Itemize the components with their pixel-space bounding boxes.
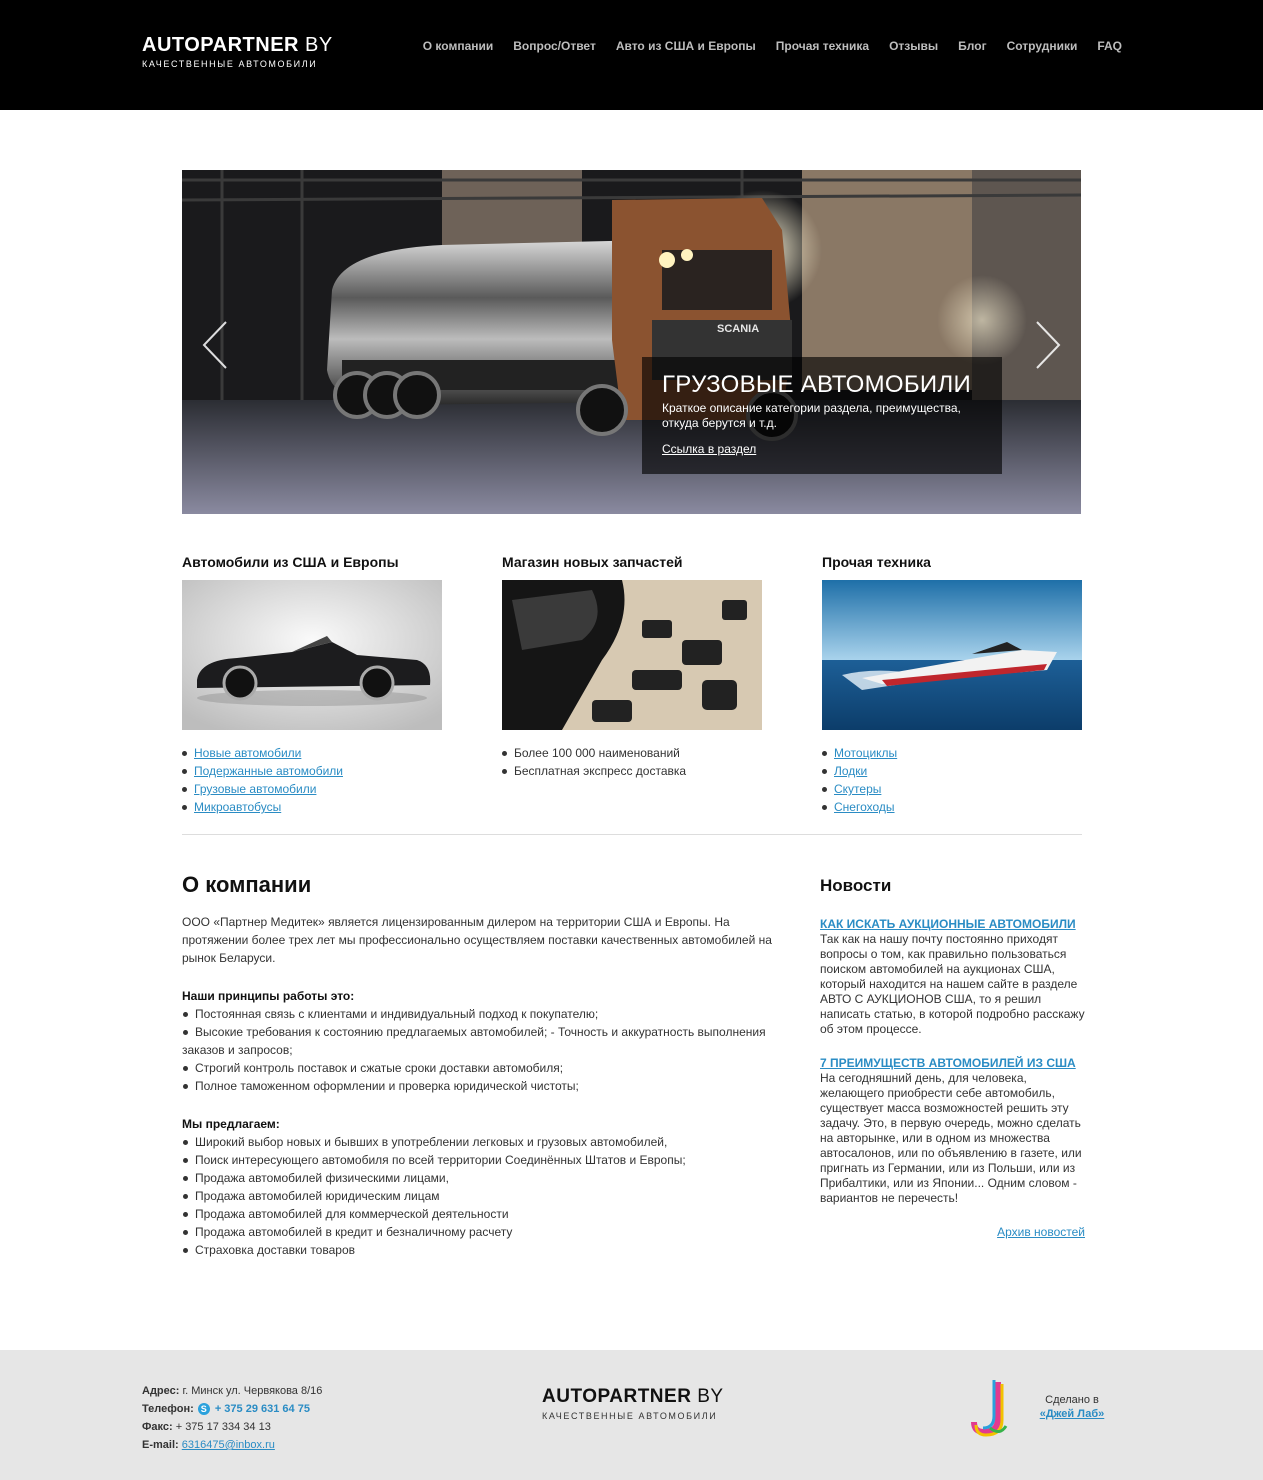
list-item: Страховка доставки товаров [182, 1241, 782, 1259]
free-delivery-text: Бесплатная экспресс доставка [514, 764, 687, 778]
news-item [820, 917, 1085, 1037]
list-item [822, 762, 1084, 780]
list-item: Широкий выбор новых и бывших в употреблении легковых и грузовых автомобилей, [182, 1133, 782, 1151]
offer-list [182, 1133, 782, 1259]
link-used-cars[interactable]: Подержанные автомобили [194, 764, 343, 778]
list-item [182, 762, 444, 780]
category-parts [502, 554, 764, 780]
section-divider [182, 834, 1082, 835]
news-title: Новости [820, 876, 892, 895]
list-item [502, 762, 764, 780]
category-other [822, 554, 1084, 816]
email-link[interactable]: 6316475@inbox.ru [181, 1439, 275, 1451]
slider-prev-arrow[interactable] [200, 320, 230, 370]
list-item: Продажа автомобилей юридическим лицам [182, 1187, 782, 1205]
nav-item-other-vehicles[interactable]: Прочая техника [775, 39, 870, 53]
nav-item-faq[interactable]: FAQ [1097, 39, 1122, 53]
hero-slider [182, 170, 1081, 514]
phone-number[interactable]: + 375 29 631 64 75 [214, 1403, 310, 1415]
address-row: Адрес: г. Минск ул. Червякова 8/16 [142, 1385, 323, 1397]
site-header [0, 0, 1263, 110]
list-item [822, 798, 1084, 816]
main-nav [423, 39, 1122, 53]
list-item [182, 744, 444, 762]
link-scooters[interactable]: Скутеры [834, 782, 882, 796]
link-new-cars[interactable]: Новые автомобили [194, 746, 302, 760]
email-row: E-mail: 6316475@inbox.ru [142, 1439, 275, 1451]
link-snowmobiles[interactable]: Снегоходы [834, 800, 895, 814]
about-intro: ООО «Партнер Медитек» является лицензированным дилером на территории США и Европы. На протяжении более трех лет мы профессионально осуществляем поставки качественных автомобилей на рынок Беларуси. [182, 915, 772, 965]
convertible-car-image[interactable] [182, 580, 442, 730]
made-by-block [970, 1378, 1110, 1438]
link-trucks[interactable]: Грузовые автомобили [194, 782, 317, 796]
list-item: Поиск интересующего автомобиля по всей территории Соединённых Штатов и Европы; [182, 1151, 782, 1169]
news-archive-link[interactable]: Архив новостей [997, 1225, 1085, 1239]
nav-item-blog[interactable]: Блог [958, 39, 987, 53]
list-item [822, 780, 1084, 798]
jey-lab-link[interactable]: «Джей Лаб» [1039, 1408, 1105, 1420]
category-title: Автомобили из США и Европы [182, 554, 399, 570]
phone-row: Телефон: S + 375 29 631 64 75 [142, 1403, 310, 1415]
site-logo[interactable] [142, 35, 333, 69]
about-section [182, 872, 782, 1259]
news-item [820, 1056, 1085, 1206]
list-item [182, 798, 444, 816]
news-item-text: На сегодняшний день, для человека, желающего приобрести себе автомобиль, существует масса возможностей решить эту задачу. Это, в первую очередь, можно сделать на авторынке, или в одном из множества автосалонов, или по объявлению в газете, или пригнать из Германии, или из Польши, или из Прибалтики, или из Японии... Одним словом - вариантов не перечесть! [820, 1071, 1082, 1205]
category-title: Прочая техника [822, 554, 931, 570]
list-item: Строгий контроль поставок и сжатые сроки доставки автомобиля; [182, 1059, 782, 1077]
speedboat-image[interactable] [822, 580, 1082, 730]
news-item-text: Так как на нашу почту постоянно приходят вопросы о том, как правильно пользоваться поиском автомобилей на аукционах США, который находится на нашем сайте в разделе АВТО С АУКЦИОНОВ США, то я решил написать статью, в которой подробно расскажу об этом процессе. [820, 932, 1085, 1036]
list-item [822, 744, 1084, 762]
logo-by-text: BY [298, 34, 333, 56]
list-item [502, 744, 764, 762]
site-footer [0, 1350, 1263, 1480]
news-item-title-link[interactable]: 7 ПРЕИМУЩЕСТВ АВТОМОБИЛЕЙ ИЗ США [820, 1056, 1076, 1070]
nav-item-staff[interactable]: Сотрудники [1006, 39, 1078, 53]
principles-list [182, 1005, 782, 1095]
fax-row: Факс: + 375 17 334 34 13 [142, 1421, 271, 1433]
link-minibuses[interactable]: Микроавтобусы [194, 800, 282, 814]
slider-section-link[interactable]: Ссылка в раздел [662, 442, 757, 456]
nav-item-reviews[interactable]: Отзывы [889, 39, 939, 53]
footer-logo[interactable]: AUTOPARTNER BY КАЧЕСТВЕННЫЕ АВТОМОБИЛИ [542, 1386, 724, 1421]
nav-item-about[interactable]: О компании [422, 39, 494, 53]
offer-title: Мы предлагаем: [182, 1117, 280, 1131]
news-item-title-link[interactable]: КАК ИСКАТЬ АУКЦИОННЫЕ АВТОМОБИЛИ [820, 917, 1076, 931]
made-by-text: Сделано в «Джей Лаб» [1039, 1394, 1105, 1420]
principles-title: Наши принципы работы это: [182, 989, 355, 1003]
news-section [820, 876, 1085, 1239]
list-item: Продажа автомобилей физическими лицами, [182, 1169, 782, 1187]
category-title: Магазин новых запчастей [502, 554, 683, 570]
slider-next-arrow[interactable] [1033, 320, 1063, 370]
list-item: Высокие требования к состоянию предлагаемых автомобилей; - Точность и аккуратность выполнения заказов и запросов; [182, 1025, 766, 1057]
list-item [182, 780, 444, 798]
logo-tagline: КАЧЕСТВЕННЫЕ АВТОМОБИЛИ [142, 59, 318, 69]
nav-item-cars-usa-europe[interactable]: Авто из США и Европы [615, 39, 756, 53]
about-title: О компании [182, 872, 312, 897]
car-parts-image[interactable] [502, 580, 762, 730]
list-item: Постоянная связь с клиентами и индивидуальный подход к покупателю; [182, 1005, 782, 1023]
category-list [502, 744, 764, 780]
parts-count-text: Более 100 000 наименований [514, 746, 680, 760]
skype-icon: S [198, 1403, 210, 1415]
list-item: Продажа автомобилей для коммерческой деятельности [182, 1205, 782, 1223]
link-motorcycles[interactable]: Мотоциклы [834, 746, 898, 760]
list-item: Полное таможенном оформлении и проверка юридической чистоты; [182, 1077, 782, 1095]
category-list [822, 744, 1084, 816]
category-list [182, 744, 444, 816]
slider-description: Краткое описание категории раздела, преимущества, откуда берутся и т.д. [662, 401, 961, 430]
chevron-right-icon [1033, 320, 1063, 370]
truck-brand-text: SCANIA [717, 323, 760, 335]
jey-lab-logo-icon[interactable] [970, 1378, 1010, 1438]
nav-item-faq-qa[interactable]: Вопрос/Ответ [513, 39, 596, 53]
category-cars [182, 554, 444, 816]
slider-title: ГРУЗОВЫЕ АВТОМОБИЛИ [662, 371, 972, 398]
logo-main-text: AUTOPARTNER [142, 34, 299, 56]
footer-contacts [142, 1382, 322, 1454]
list-item: Продажа автомобилей в кредит и безналичному расчету [182, 1223, 782, 1241]
slider-caption [642, 357, 1002, 474]
link-boats[interactable]: Лодки [834, 764, 868, 778]
chevron-left-icon [200, 320, 230, 370]
